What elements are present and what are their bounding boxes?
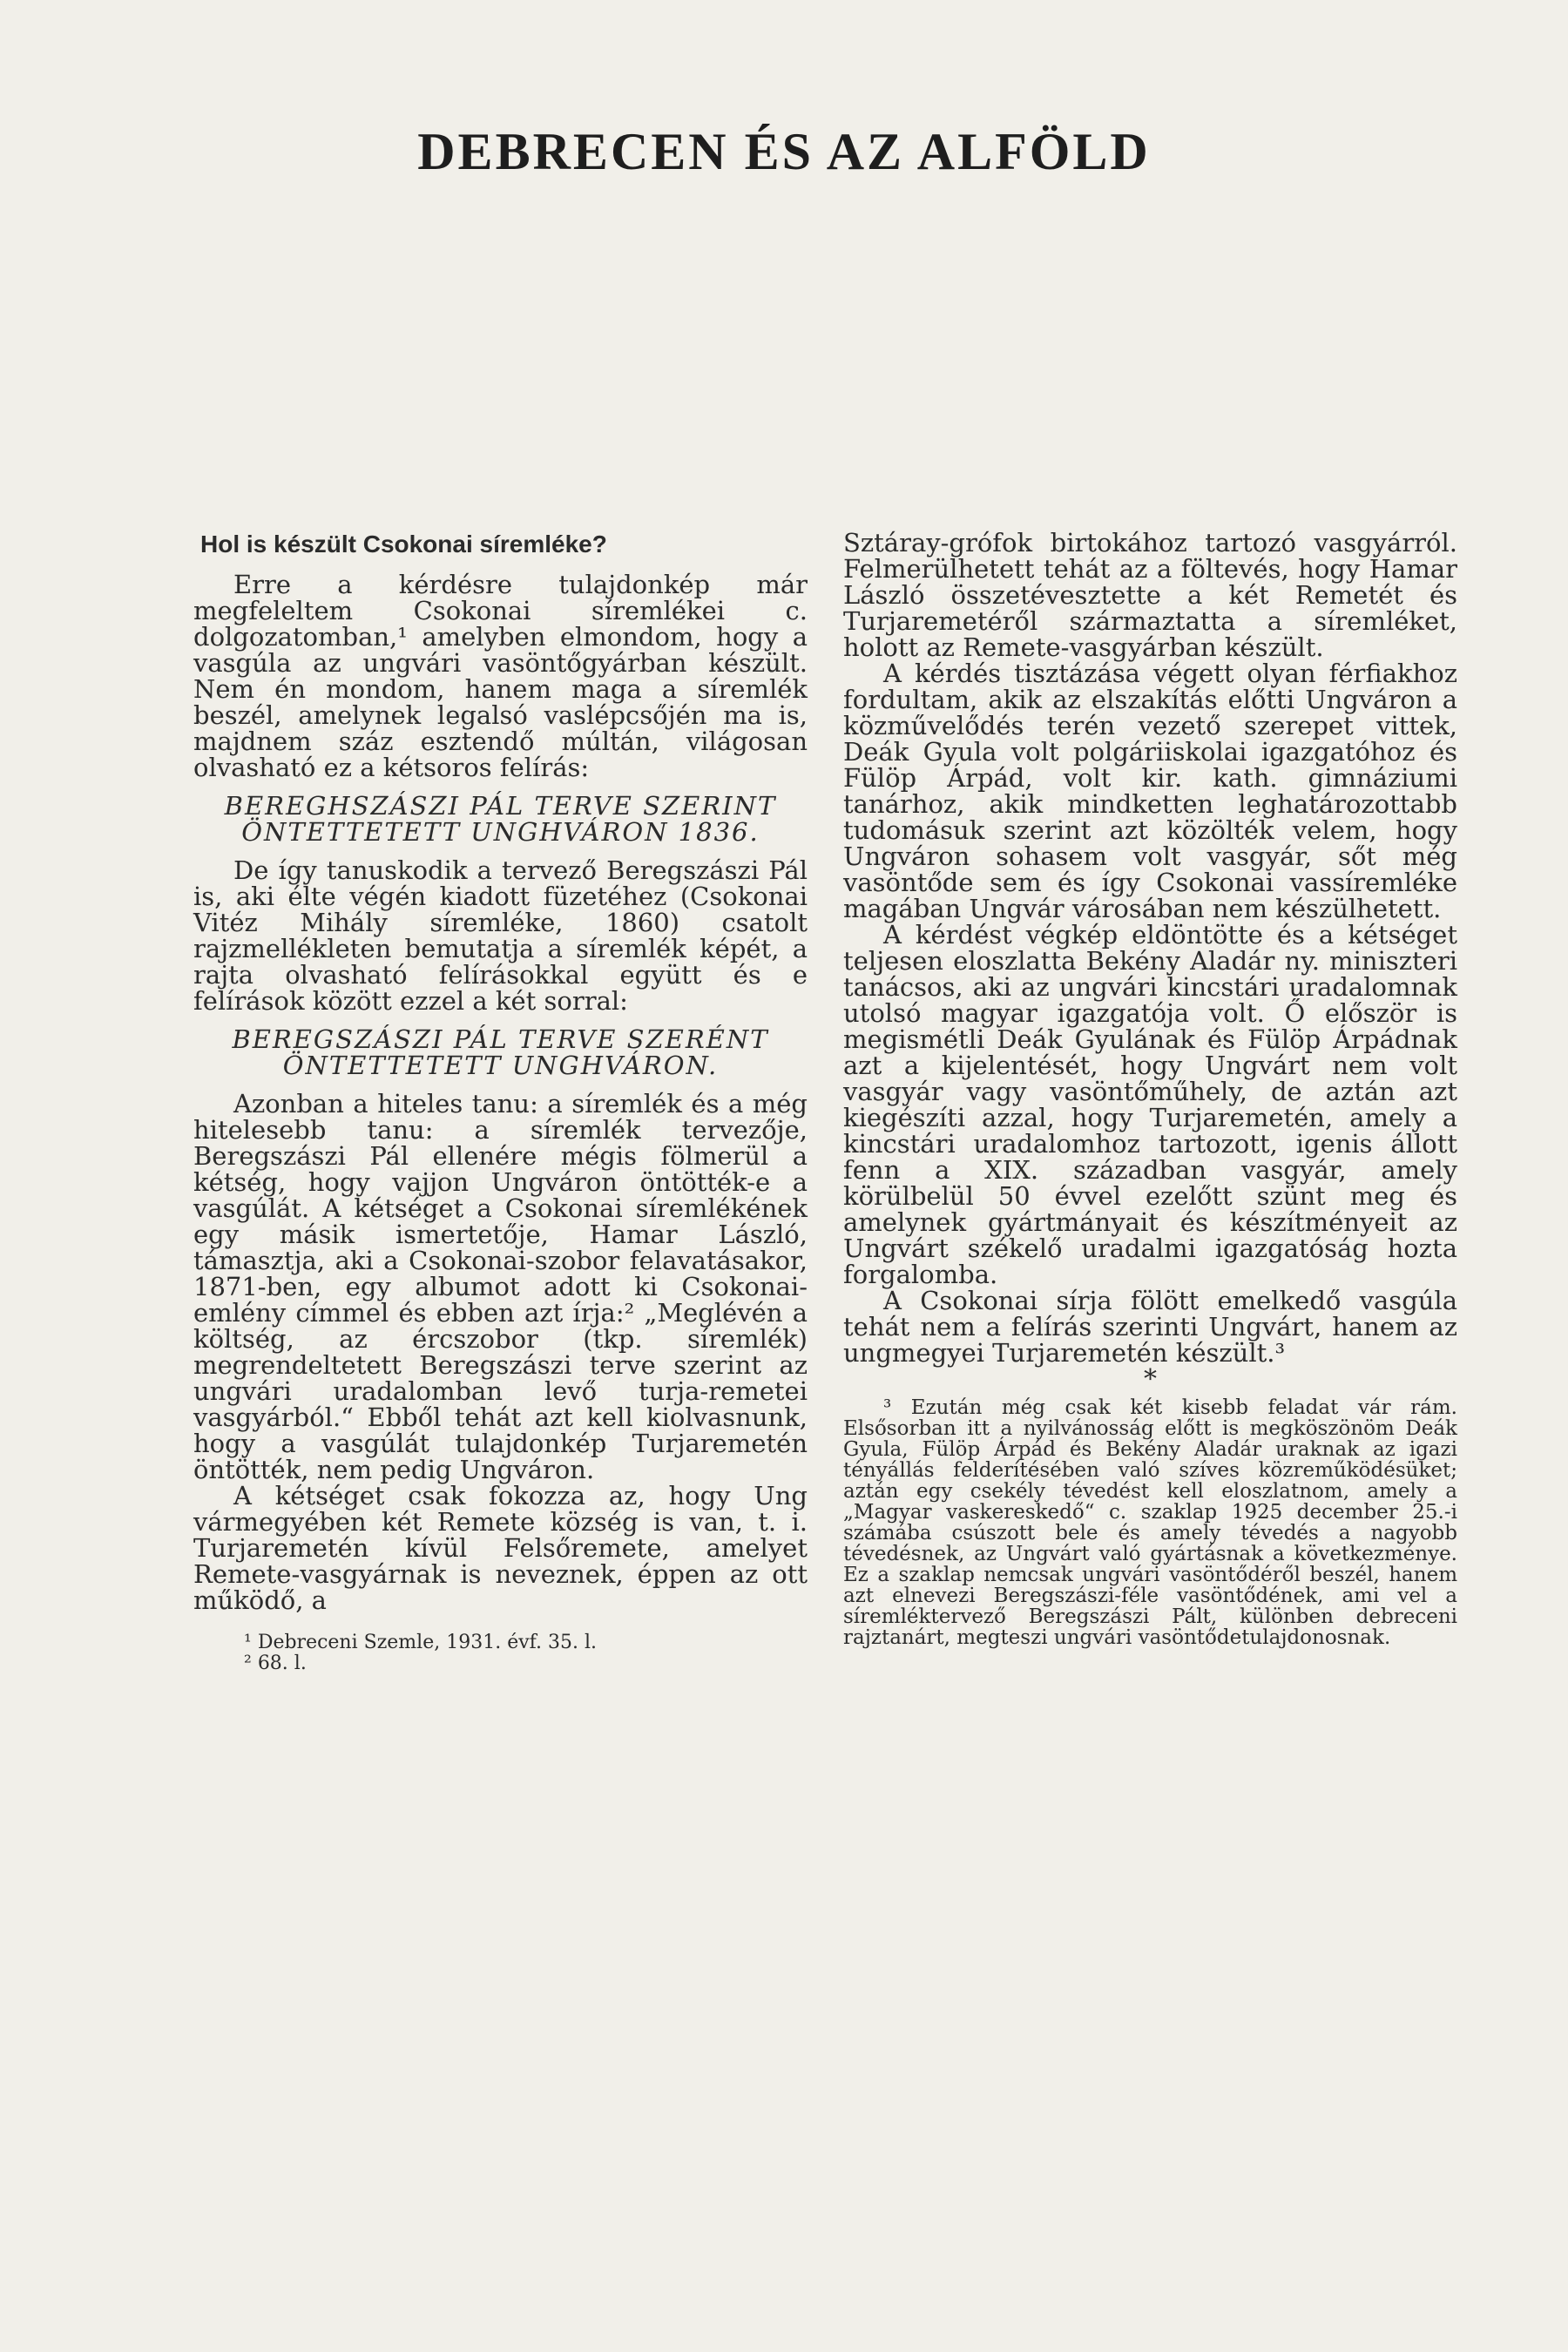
paragraph: Azonban a hiteles tanu: a síremlék és a még hitelesebb tanu: a síremlék tervezője, Beregszászi Pál ellenére mégis fölmerül a kétség, hogy vajjon Ungváron öntötték-e a vasgúlát. A kétséget a Csokonai síremlékének egy másik ismertetője, Hamar László, támasztja, aki a Csokonai-szobor felavatásakor, 1871-ben, egy albumot adott ki Csokonai-emlény címmel és ebben azt írja:² „Meglévén a költség, az ércszobor (tkp. síremlék) megrendeltetett Beregszászi terve szerint az ungvári uradalomban levő turja-remetei vasgyárból.“ Ebből tehát azt kell kiolvasnunk, hogy a vasgúlát tulajdonkép Turjaremetén öntötték, nem pedig Ungváron. [193, 1089, 808, 1484]
section-separator: * [1144, 1364, 1157, 1395]
bleedthrough-right [841, 248, 1450, 422]
left-column [193, 531, 808, 1674]
inscription-quote: BEREGHSZÁSZI PÁL TERVE SZERINT ÖNTETTETETT UNGHVÁRON 1836. [224, 791, 777, 847]
footnote-3-text: ³ Ezután még csak két kisebb feladat vár rám. Elsősorban itt a nyilvánosság előtt is megköszönöm Deák Gyula, Fülöp Árpád és Bekény Aladár uraknak az igazi tényállás felderítésében való szíves közreműködésüket; aztán egy csekély tévedést kell eloszlatnom, amely a „Magyar vaskereskedő“ c. szaklap 1925 december 25.-i számába csúszott bele és amely tévedés a nagyobb tévedésnek, az Ungvárt való gyártásnak a következménye. Ez a szaklap nemcsak ungvári vasöntődéről beszél, hanem azt elnevezi Beregszászi-féle vasöntődének, ami vel a síremléktervező Beregszászi Pált, különben debreceni rajztanárt, megteszi ungvári vasöntődetulajdonosnak. [843, 1396, 1457, 1649]
paragraph: De így tanuskodik a tervező Beregszászi Pál is, aki élte végén kiadott füzetéhez (Csokonai Vitéz Mihály síremléke, 1860) csatolt rajzmellékleten bemutatja a síremlék képét, a rajta olvasható felírásokkal együtt és e felírások között ezzel a két sorral: [193, 855, 808, 1016]
footnote-3 [843, 1397, 1457, 1648]
paragraph: A kérdés tisztázása végett olyan férfiakhoz fordultam, akik az elszakítás előtti Ungváron a közművelődés terén vezető szerepet vittek, Deák Gyula volt polgáriiskolai igazgatóhoz és Fülöp Árpád, volt kir. kath. gimnáziumi tanárhoz, akik mindketten leghatározottabb tudomásuk szerint azt közölték velem, hogy Ungváron sohasem volt vasgyár, sőt még vasöntőde sem és így Csokonai vassíremléke magában Ungvár városában nem készülhetett. [843, 659, 1457, 923]
paragraph: A kérdést végkép eldöntötte és a kétséget teljesen eloszlatta Bekény Aladár ny. miniszteri tanácsos, aki az ungvári kincstári uradalomnak utolsó magyar igazgatója volt. Ő először is megismétli Deák Gyulának és Fülöp Árpádnak azt a kijelentését, hogy Ungvárt nem volt vasgyár vagy vasöntőműhely, de aztán azt kiegészíti azzal, hogy Turjaremetén, amely a kincstári uradalomhoz tartozott, igenis állott fenn a XIX. században vasgyár, amely körülbelül 50 évvel ezelőtt szünt meg és amelynek gyártmányait és készítményeit az Ungvárt székelő uradalmi igazgatóság hozta forgalomba. [843, 920, 1457, 1289]
footnote-1: ¹ Debreceni Szemle, 1931. évf. 35. l. [244, 1632, 597, 1653]
bleedthrough-left [187, 248, 797, 466]
inscription-quote: BEREGSZÁSZI PÁL TERVE SZERÉNT ÖNTETTETETT UNGHVÁRON. [232, 1024, 769, 1080]
article-title: Hol is készült Csokonai síremléke? [200, 531, 607, 558]
paragraph: A kétséget csak fokozza az, hogy Ung vármegyében két Remete község is van, t. i. Turjaremetén kívül Felsőremete, amelyet Remete-vasgyárnak is neveznek, éppen az ott működő, a [193, 1481, 808, 1615]
page-header: DEBRECEN ÉS AZ ALFÖLD [417, 123, 1151, 180]
footnote-2: ² 68. l. [244, 1652, 307, 1674]
footnotes [193, 1632, 808, 1674]
paragraph: Erre a kérdésre tulajdonkép már megfeleltem Csokonai síremlékei c. dolgozatomban,¹ amelyben elmondom, hogy a vasgúla az ungvári vasöntőgyárban készült. Nem én mondom, hanem maga a síremlék beszél, amelynek legalsó vaslépcsőjén ma is, majdnem száz esztendő múltán, világosan olvasható ez a kétsoros felírás: [193, 570, 808, 782]
right-column [843, 530, 1457, 1648]
paragraph: A Csokonai sírja fölött emelkedő vasgúla tehát nem a felírás szerinti Ungvárt, hanem az ungmegyei Turjaremetén készült.³ [843, 1286, 1457, 1368]
paragraph: Sztáray-grófok birtokához tartozó vasgyárról. Felmerülhetett tehát az a föltevés, hogy Hamar László összetévesztette a két Remetét és Turjaremetéről származtatta a síremléket, holott az Remete-vasgyárban készült. [843, 528, 1457, 662]
